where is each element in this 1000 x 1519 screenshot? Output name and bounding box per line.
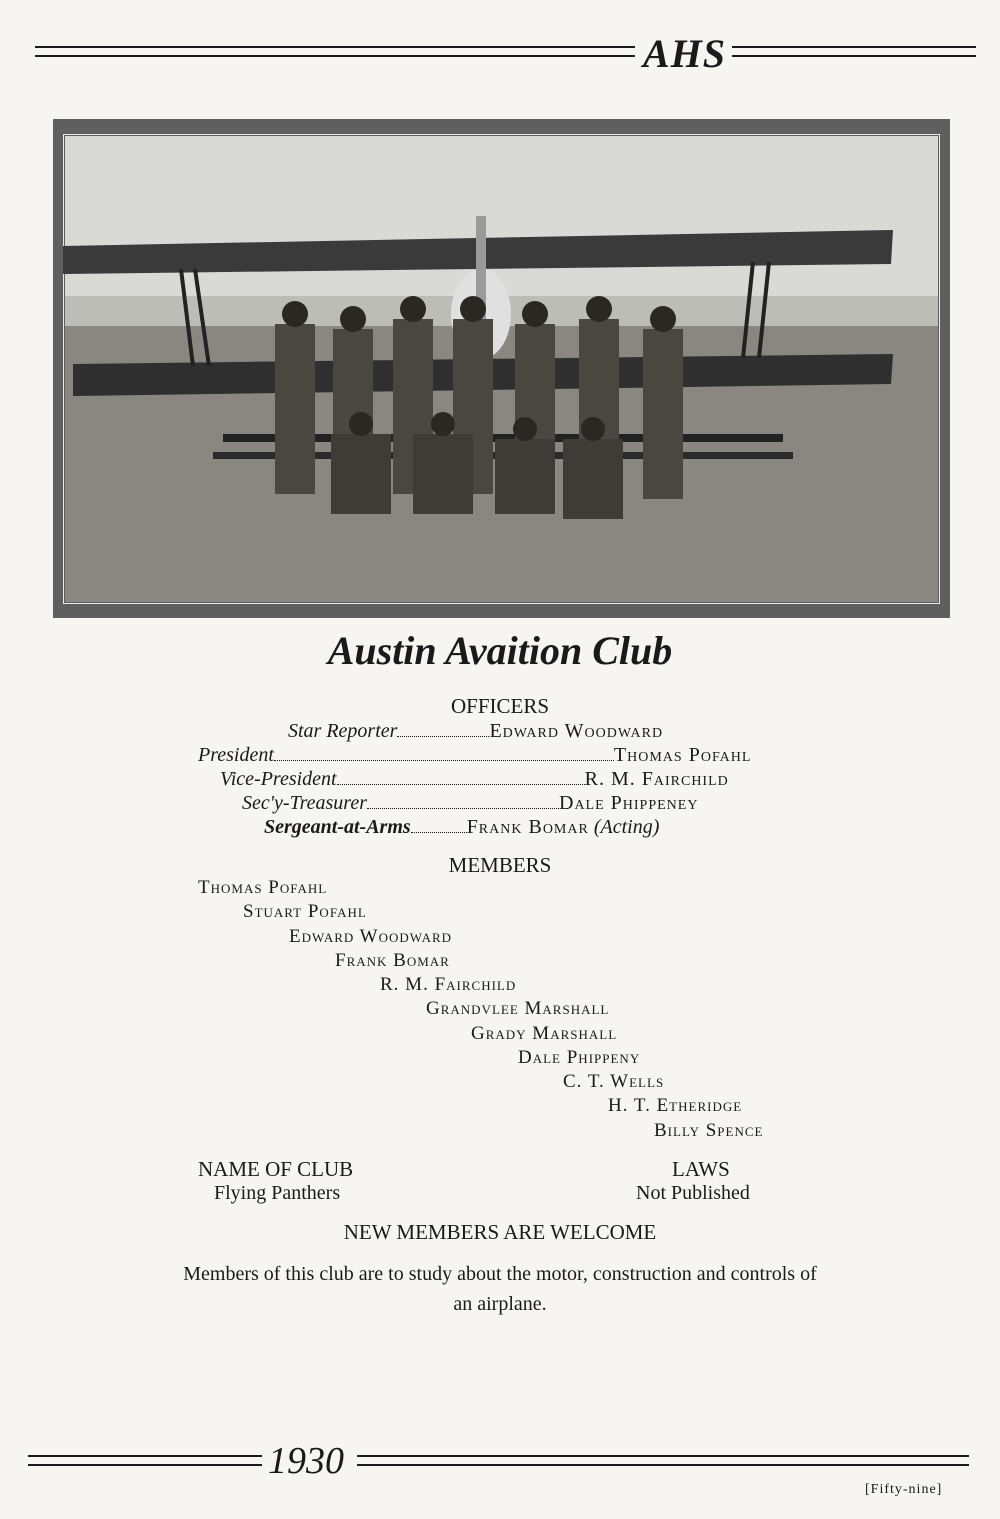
leader-dots	[337, 784, 585, 785]
member-name: Thomas Pofahl	[198, 877, 328, 898]
club-description: Members of this club are to study about the motor, construction and controls of an airplane.	[183, 1263, 817, 1315]
header-rule-left	[35, 46, 635, 57]
leader-dots	[367, 808, 559, 809]
laws-heading: LAWS	[672, 1157, 730, 1181]
header-rule-right	[732, 46, 976, 57]
club-photo	[53, 119, 950, 618]
officer-row	[220, 768, 729, 791]
footer-rule-left	[28, 1455, 262, 1466]
member-name: Frank Bomar	[335, 950, 450, 971]
officer-role: Star Reporter	[288, 720, 398, 742]
footer-rule-right	[357, 1455, 969, 1466]
officer-name: Dale Phippeney	[559, 792, 699, 814]
leader-dots	[411, 832, 467, 833]
officer-row	[242, 792, 698, 815]
member-name: Dale Phippeny	[518, 1047, 641, 1068]
officer-row	[264, 816, 659, 839]
member-name: H. T. Etheridge	[608, 1095, 743, 1116]
name-of-club-value: Flying Panthers	[214, 1182, 341, 1204]
member-name: C. T. Wells	[563, 1071, 665, 1092]
officers-heading: OFFICERS	[450, 694, 550, 718]
leader-dots	[397, 736, 489, 737]
leader-dots	[274, 760, 614, 761]
member-name: Grady Marshall	[471, 1023, 618, 1044]
officer-name: R. M. Fairchild	[584, 768, 729, 790]
officer-name: Frank Bomar	[466, 816, 589, 838]
member-name: Grandvlee Marshall	[426, 998, 610, 1019]
name-of-club-heading: NAME OF CLUB	[198, 1157, 354, 1181]
biplane-photo	[63, 134, 940, 604]
officer-role: President	[198, 744, 274, 766]
member-name: R. M. Fairchild	[380, 974, 517, 995]
officer-role: Sergeant-at-Arms	[264, 816, 411, 838]
member-name: Billy Spence	[654, 1120, 764, 1141]
officer-name: Thomas Pofahl	[613, 744, 752, 766]
officer-note: (Acting)	[593, 816, 660, 838]
officer-row	[288, 720, 663, 743]
page-number: [Fifty-nine]	[865, 1482, 943, 1497]
club-title: Austin Avaition Club	[327, 628, 673, 673]
officer-name: Edward Woodward	[489, 720, 664, 742]
officer-row	[198, 744, 751, 767]
officer-role: Vice-President	[220, 768, 337, 790]
laws-value: Not Published	[636, 1182, 750, 1204]
header-title: AHS	[643, 31, 727, 76]
member-name: Stuart Pofahl	[243, 901, 367, 922]
welcome-heading: NEW MEMBERS ARE WELCOME	[343, 1220, 657, 1244]
footer-year: 1930	[268, 1440, 344, 1482]
officer-role: Sec'y-Treasurer	[242, 792, 367, 814]
members-heading: MEMBERS	[448, 853, 552, 877]
member-name: Edward Woodward	[289, 926, 453, 947]
